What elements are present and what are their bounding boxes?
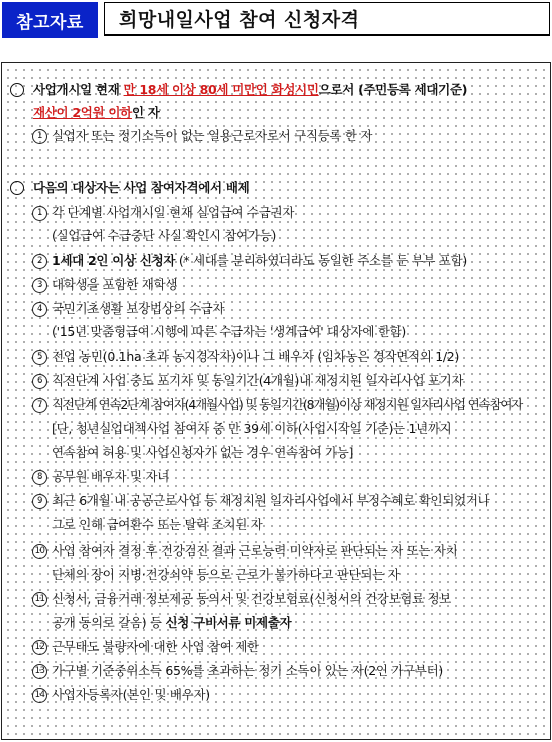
exclusion-item: 공무원 배우자 및 자녀: [52, 469, 169, 484]
exclusion-item: 각 단계별 사업개시일 현재 실업급여 수급권자: [52, 205, 295, 220]
exclusion-item: 근무태도 불량자에 대한 사업 참여 제한: [52, 639, 259, 654]
item-number: 8: [32, 470, 47, 485]
circle-bullet-icon: [10, 83, 24, 97]
exclusion-item: 가구별 기준중위소득 65%를 초과하는 정기 소득이 있는 자(2인 가구부터): [52, 663, 444, 678]
exclusion-item: 직전단계 사업 중도 포기자 및 동일기간(4개월)내 재정지원 일자리사업 포기자: [52, 373, 464, 388]
exclusion-item-cont: 연속참여 허용 및 사업신청자가 없는 경우 연속참여 가능]: [52, 445, 354, 460]
item-number: 4: [32, 302, 47, 317]
item-number: 1: [32, 206, 47, 221]
eligibility-line-1: 사업개시일 현재 만 18세 이상 80세 미만인 화성시민으로서 (주민등록 세대기준): [33, 82, 468, 97]
eligibility-item: 실업자 또는 정기소득이 없는 일용근로자로서 구직등록 한 자: [52, 128, 373, 143]
item-number: 10: [32, 544, 47, 559]
eligibility-box: [1, 62, 551, 740]
eligibility-line-2: 재산이 2억원 이하인 자: [33, 105, 160, 120]
item-number: 12: [32, 640, 47, 655]
exclusion-item: 직전단계 연속2단계 참여자(4개월사업) 및 동일기간(8개월)이상 재정지원 일자리사업 연속참여자: [52, 397, 523, 412]
item-number: 7: [32, 398, 47, 413]
exclusion-heading: 다음의 대상자는 사업 참여자격에서 배제: [33, 180, 250, 195]
item-number: 11: [32, 592, 47, 607]
exclusion-item: 전업 농민(0.1ha 초과 농지경작자)이나 그 배우자 (임차농은 경작면적의 1/2): [52, 349, 460, 364]
exclusion-item-cont: (실업급여 수급중단 사실 확인시 참여가능): [52, 228, 277, 243]
exclusion-item: 국민기초생활 보장법상의 수급자: [52, 301, 225, 316]
exclusion-item: 사업자등록자(본인 및 배우자): [52, 687, 210, 702]
item-number: 5: [32, 350, 47, 365]
exclusion-item-cont: ('15년 맞춤형급여 시행에 따른 수급자는 '생계급여' 대상자에 한함): [52, 324, 406, 339]
exclusion-item-cont: [단, 청년실업대책사업 참여자 중 만 39세 이하(사업시작일 기준)는 1년까지: [52, 421, 452, 436]
exclusion-item-cont: 단체의 장이 지병·건강쇠약 등으로 근로가 불가하다고 판단되는 자: [52, 567, 400, 582]
page-title: 희망내일사업 참여 신청자격: [104, 2, 550, 36]
exclusion-item-cont: 공개 동의로 갈음) 등 신청 구비서류 미제출자: [52, 615, 292, 630]
exclusion-item: 신청서, 금융거래 정보제공 동의서 및 건강보험료(신청서의 건강보험료 정보: [52, 591, 451, 606]
exclusion-item: 대학생을 포함한 재학생: [52, 277, 178, 292]
item-number: 13: [32, 664, 47, 679]
exclusion-item: 1세대 2인 이상 신청자 (* 세대를 분리하였더라도 동일한 주소를 둔 부부 포함): [52, 253, 467, 268]
exclusion-item-cont: 그로 인해 급여환수 또는 탈락 조치된 자: [52, 517, 263, 532]
reference-tag: 참고자료: [2, 2, 98, 38]
item-number: 3: [32, 278, 47, 293]
item-number: 14: [32, 688, 47, 703]
exclusion-item: 최근 6개월 내 공공근로사업 등 재정지원 일자리사업에서 부정수혜로 확인되었거나: [52, 493, 490, 508]
circle-bullet-icon: [10, 181, 24, 195]
exclusion-item: 사업 참여자 결정 후 건강검진 결과 근로능력 미약자로 판단되는 자 또는 자치: [52, 543, 458, 558]
item-number: 1: [32, 129, 47, 144]
item-number: 6: [32, 374, 47, 389]
item-number: 9: [32, 494, 47, 509]
document-header: [2, 2, 550, 38]
item-number: 2: [32, 254, 47, 269]
